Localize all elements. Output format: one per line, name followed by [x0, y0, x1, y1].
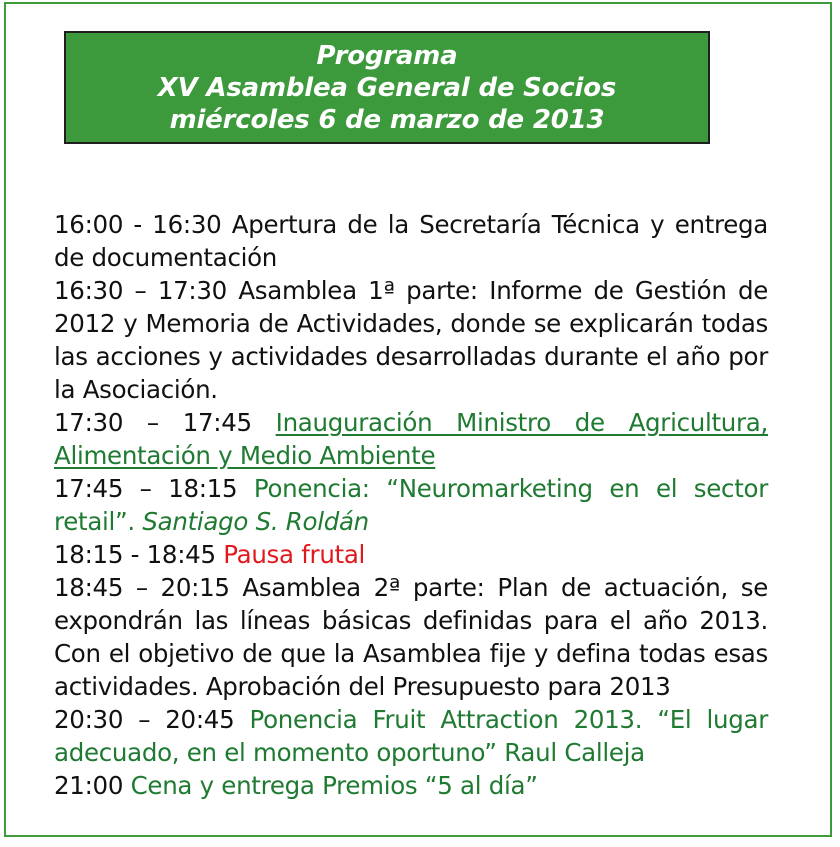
schedule-time: 16:00 - 16:30: [54, 210, 222, 239]
schedule-text: Ponencia Fruit Attraction 2013. “El lugar adecuado, en el momento oportuno” Raul Calleja: [54, 705, 768, 767]
schedule-text: Ponencia: “Neuromarketing en el sector retail”.: [54, 474, 768, 536]
schedule-text: Asamblea 2ª parte: Plan de actuación, se expondrán las líneas básicas definidas para el año 2013. Con el objetivo de que la Asamblea fije y defina todas esas actividades. Aprobación del Presupuesto para 2013: [54, 573, 768, 701]
header-title: Programa: [316, 40, 458, 71]
schedule-time: 17:30 – 17:45: [54, 408, 252, 437]
schedule-text: Asamblea 1ª parte: Informe de Gestión de 2012 y Memoria de Actividades, donde se explicarán todas las acciones y actividades desarrolladas durante el año por la Asociación.: [54, 276, 768, 404]
schedule-time: 20:30 – 20:45: [54, 705, 235, 734]
inauguration-link[interactable]: Inauguración Ministro de Agricultura, Alimentación y Medio Ambiente: [54, 408, 768, 470]
schedule-item: [54, 274, 768, 406]
schedule-time: 21:00: [54, 771, 124, 800]
schedule-item: [54, 406, 768, 472]
schedule-item: [54, 703, 768, 769]
schedule-time: 18:15 - 18:45: [54, 540, 216, 569]
program-header: [64, 31, 710, 144]
schedule-item: [54, 571, 768, 703]
schedule-item: [54, 769, 768, 802]
schedule-time: 18:45 – 20:15: [54, 573, 230, 602]
schedule-time: 17:45 – 18:15: [54, 474, 238, 503]
schedule-item: [54, 538, 768, 571]
schedule-item: [54, 208, 768, 274]
header-event-name: XV Asamblea General de Socios: [157, 72, 617, 103]
schedule-text: Apertura de la Secretaría Técnica y entrega de documentación: [54, 210, 768, 272]
schedule-item: [54, 472, 768, 538]
schedule-list: [54, 208, 768, 802]
schedule-text: Cena y entrega Premios “5 al día”: [130, 771, 538, 800]
schedule-time: 16:30 – 17:30: [54, 276, 227, 305]
break-label: Pausa frutal: [223, 540, 366, 569]
speaker-name: Santiago S. Roldán: [142, 507, 369, 536]
header-date: miércoles 6 de marzo de 2013: [169, 104, 605, 135]
